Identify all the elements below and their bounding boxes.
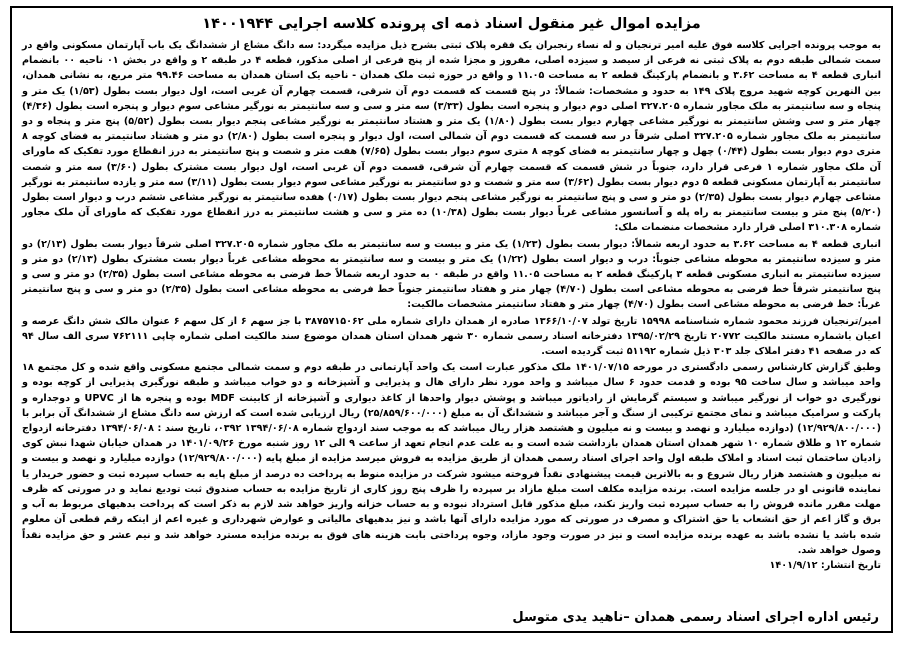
notice-title: مزایده اموال غیر منقول اسناد ذمه ای پرونده کلاسه اجرایی ۱۴۰۰۱۹۴۴ bbox=[202, 16, 701, 32]
notice-paragraph-property: به موجب پرونده اجرایی کلاسه فوق علیه امیر ترنجیان و له نساء رنجبران یک فقره پلاک ثبتی بشرح ذیل مزایده میگردد: سه دانگ مشاع از ششدانگ یک باب آپارتمان مسکونی واقع در سمت شمالی طبقه دوم به پلاک ثبتی نه فرعی از سیصد و سیزده اصلی، مفروز و مجزا شده از پنج فرعی از اصلی مذکور، قطعه ۴ در طبقه ۲ و واقع در بخش ۰۱ ناحیه ۰۰ بانضمام انباری قطعه ۴ به مساحت ۳.۶۲ و بانضمام پارکینگ قطعه ۲ به مساحت ۱۱.۰۵ و واقع در حوزه ثبت ملک همدان - ناحیه یک استان همدان به مساحت ۹۹.۴۶ متر مربع، به نشانی همدان، بین النهرین کوچه شهید مروج پلاک ۱۴۹ به حدود و مشخصات: شمالاً: در پنج قسمت که قسمت دوم آن شرقی، قسمت چهارم آن غربی است، اول دیوار بست بطول (۱/۵۳) یک متر و پنجاه و سه سانتیمتر به ملک مجاور شماره ۳۲۷.۲۰۵ اصلی دوم دیوار و پنجره است بطول (۳/۳۳) سه متر و سی و سه سانتیمتر به نورگیر مشاعی سوم دیوار و پنجره است بطول (۴/۳۶) چهار متر و سی وشش سانتیمتر به نورگیر مشاعی چهارم دیوار بست بطول (۱/۸۰) یک متر و هشتاد سانتیمتر به نورگیر مشاعی پنجم دیوار بست بطول (۵/۵۲) پنج متر و پنجاه و دو سانتیمتر به ملک مجاور شماره ۳۲۷.۲۰۵ اصلی شرقاً در سه قسمت که قسمت دوم آن شمالی است، اول دیوار و پنجره است بطول (۲/۸۰) دو متر و هشتاد سانتیمتر به فضای کوچه ۸ متری دوم دیوار بست بطول (۰/۴۴) چهل و چهار سانتیمتر به فضای کوچه ۸ متری سوم دیوار بست بطول (۷/۶۵) هفت متر و شصت و پنج سانتیمتر به درز انقطاع مورد تفکیک که ماورای آن ملک مجاور شماره ۱ فرعی قرار دارد، جنوباً در شش قسمت که قسمت چهارم آن شرقی، قسمت دوم آن غربی است، اول دیوار بست مشترک بطول (۳/۶۰) سه متر و شصت سانتیمتر به آپارتمان مسکونی قطعه ۵ دوم دیوار بست بطول (۳/۶۲) سه متر و شصت و دو سانتیمتر به نورگیر مشاعی سوم دیوار بست بطول (۳/۱۱) سه متر و یازده سانتیمتر به نورگیر مشاعی چهارم دیوار بست بطول (۲/۳۵) دو متر و سی و پنج سانتیمتر به نورگیر مشاعی پنجم دیوار بست بطول (۰/۱۷) هفده سانتیمتر به نورگیر مشاعی ششم درب و دیوار است بطول (۵/۲۰) پنج متر و بیست سانتیمتر به راه پله و آسانسور مشاعی غرباً دیوار بست بطول (۱۰/۳۸) ده متر و سی و هشت سانتیمتر به درز انقطاع مورد تفکیک که ماورای آن ملک مجاور شماره ۳۱۰.۳۰۸ اصلی قرار دارد مشخصات منضمات ملک: bbox=[22, 40, 882, 234]
notice-footer bbox=[24, 610, 879, 625]
notice-paragraph-appraisal: وطبق گزارش کارشناس رسمی دادگستری در مورخه ۱۴۰۱/۰۷/۱۵ ملک مذکور عبارت است یک واحد آپارتمانی در طبقه دوم و سمت شمالی مجتمع مسکونی واقع شده و کل مجتمع ۱۸ واحد میباشد و سال ساخت ۹۵ بوده و قدمت حدود ۶ سال میباشد و واحد مورد نظر دارای هال و پذیرایی و آشپزخانه و دو خواب میباشد و طبقه نورگیری پذیرایی از کوچه بوده و نورگیری دو خواب از نورگیر میباشد و سیستم گرمایش از رادیاتور میباشد و پوشش دیوار واحدها از کاغذ دیواری و آشپزخانه از کابینت MDF بوده و پنجره ها از UPVC و دوجداره و پارکت و سرامیک میباشد و نمای مجتمع ترکیبی از سنگ و آجر میباشد و ششدانگ آن به مبلغ (۲۵/۸۵۹/۶۰۰/۰۰۰) ریال ارزیابی شده است که ارزش سه دانگ مشاع از ششدانگ آن برابر با (۱۲/۹۲۹/۸۰۰/۰۰۰) (دوازده میلیارد و نهصد و بیست و نه میلیون و هشتصد هزار ریال میباشد که به موجب سند ازدواج شماره ۱۳۹۴/۰۶/۰۸ ۰۳۹۲، تاریخ سند : ۱۳۹۴/۰۶/۰۸ دفترخانه ازدواج شماره ۱۲ و طلاق شماره ۱۰ شهر همدان استان همدان بازداشت شده است و به علت عدم انجام تعهد از ساعت ۹ الی ۱۲ روز شنبه مورخ ۱۴۰۱/۰۹/۲۶ در همدان خیابان شهدا نبش کوی زادیان ساختمان ثبت اسناد و املاک طبقه اول واحد اجرای اسناد رسمی همدان از طریق مزایده به فروش میرسد مزایده از مبلغ پایه (۱۲/۹۲۹/۸۰۰/۰۰۰) دوازده میلیارد و نهصد و بیست و نه میلیون و هشتصد هزار ریال شروع و به بالاترین قیمت پیشنهادی نقداً فروخته میشود شرکت در مزایده منوط به پرداخت ده درصد از مبلغ پایه به حساب سپرده ثبت و حضور خریدار یا نماینده قانونی او در جلسه مزایده است. برنده مزایده مکلف است مبلغ مازاد بر سپرده را ظرف پنج روز کاری از تاریخ مزایده به حساب صندوق ثبت تودیع نماید و در صورتی که ظرف مهلت مقرر مانده فروش را به حساب سپرده ثبت واریز نکند، مبلغ مذکور قابل استرداد نبوده و به حساب خزانه واریز خواهد شد لازم به ذکر است که پرداخت بدهیهای مربوط به آب و برق و گاز اعم از حق انشعاب یا حق اشتراک و مصرف در صورتی که مورد مزایده دارای آنها باشد و نیز بدهیهای مالیاتی و عوارض شهرداری و غیره اعم از اینکه رقم قطعی آن معلوم شده باشد یا نشده باشد به عهده برنده مزایده است و نیز در صورت وجود مازاد، وجوه پرداختی بابت هزینه های فوق به برنده مزایده مسترد خواهد شد و نیم عشر و حق مزایده نقداً وصول خواهد شد. bbox=[22, 362, 882, 556]
publish-date: تاریخ انتشار: ۱۴۰۱/۹/۱۲ bbox=[769, 559, 881, 571]
notice-paragraph-attachments: انباری قطعه ۴ به مساحت ۳.۶۲ به حدود اربعه شمالاً: دیوار بست بطول (۱/۲۳) یک متر و بیست و سه سانتیمتر به ملک مجاور شماره ۳۲۷.۲۰۵ اصلی شرقاً دیوار بست بطول (۲/۱۳) دو متر و سیزده سانتیمتر به محوطه مشاعی جنوباً: درب و دیوار است بطول (۱/۲۲) یک متر و بیست و سه سانتیمتر به محوطه مشاعی غرباً دیوار بست مشترک بطول (۲/۱۳) دو متر و سیزده سانتیمتر به انباری مسکونی قطعه ۳ پارکینگ قطعه ۲ به مساحت ۱۱.۰۵ واقع در طبقه ۰ به حدود اربعه شمالاً خط فرضی به محوطه مشاعی است بطول (۲/۳۵) دو متر و سی و پنج سانتیمتر شرقاً خط فرضی به محوطه مشاعی است بطول (۴/۷۰) چهار متر و هفتاد سانتیمتر جنوباً خط فرضی به محوطه مشاعی است بطول (۲/۳۵) دو متر و سی و پنج سانتیمتر غرباً: خط فرضی به محوطه مشاعی است بطول (۴/۷۰) چهار متر و هفتاد سانتیمتر مشخصات مالکیت: bbox=[22, 238, 881, 311]
notice-paragraph-ownership: امیر/ترنجیان فرزند محمود شماره شناسنامه ۱۵۹۹۸ تاریخ تولد ۱۳۶۶/۱۰/۰۷ صادره از همدان دارای شماره ملی ۳۸۷۵۷۱۵۰۶۲ با جز سهم ۶ از کل سهم ۶ عنوان مالک شش دانگ عرصه و اعیان باشماره مستند مالکیت ۲۰۷۷۲ تاریخ ۱۳۹۵/۰۲/۲۹ دفترخانه اسناد رسمی شماره ۳۰ شهر همدان استان همدان موضوع سند مالکیت اصلی شماره چاپی ۷۶۲۱۱۱ سری الف سال ۹۴ که در صفحه ۴۱ دفتر املاک جلد ۳۰۳ ذیل شماره ۵۱۱۹۲ ثبت گردیده است. bbox=[22, 315, 881, 358]
signature: رئیس اداره اجرای اسناد رسمی همدان –ناهید یدی متوسل bbox=[512, 610, 879, 625]
auction-notice bbox=[10, 6, 893, 633]
